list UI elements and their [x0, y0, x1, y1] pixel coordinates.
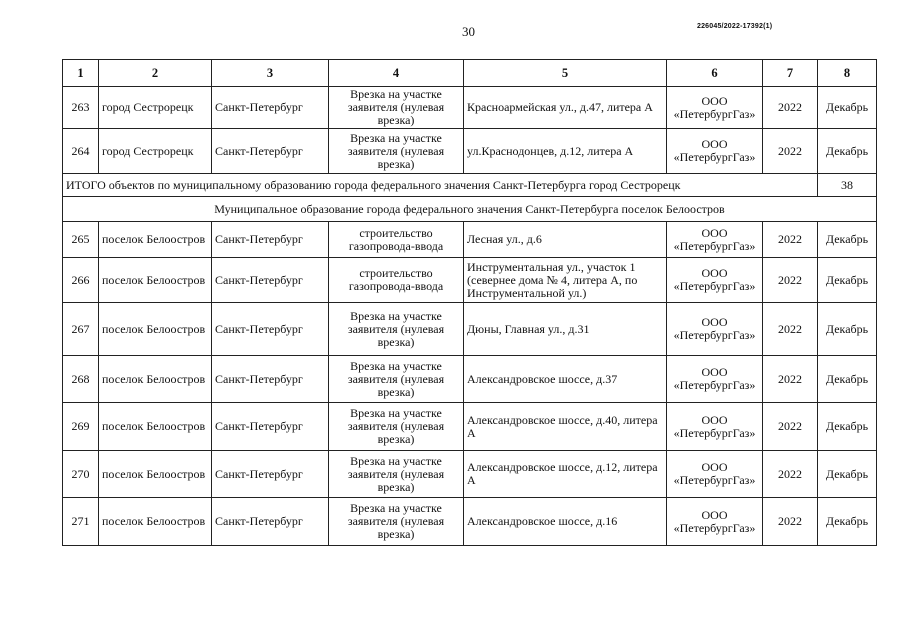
row-number: 271: [63, 498, 99, 546]
total-label: ИТОГО объектов по муниципальному образованию города федерального значения Санкт-Петербурга город Сестрорецк: [63, 174, 818, 197]
header-cell: 3: [212, 60, 329, 87]
month-cell: Декабрь: [818, 403, 877, 451]
year-cell: 2022: [763, 303, 818, 356]
address-cell: Дюны, Главная ул., д.31: [464, 303, 667, 356]
year-cell: 2022: [763, 451, 818, 498]
work-type-cell: Врезка на участке заявителя (нулевая врезка): [329, 303, 464, 356]
row-number: 267: [63, 303, 99, 356]
header-cell: 4: [329, 60, 464, 87]
table-row: [63, 403, 877, 451]
row-number: 270: [63, 451, 99, 498]
month-cell: Декабрь: [818, 303, 877, 356]
organization-cell: ООО «ПетербургГаз»: [667, 451, 763, 498]
address-cell: Инструментальная ул., участок 1 (севернее дома № 4, литера А, по Инструментальной ул.): [464, 258, 667, 303]
header-cell: 2: [99, 60, 212, 87]
city-cell: Санкт-Петербург: [212, 356, 329, 403]
organization-cell: ООО «ПетербургГаз»: [667, 356, 763, 403]
month-cell: Декабрь: [818, 222, 877, 258]
year-cell: 2022: [763, 356, 818, 403]
address-cell: Александровское шоссе, д.40, литера А: [464, 403, 667, 451]
locality-cell: поселок Белоостров: [99, 258, 212, 303]
document-code: 226045/2022-17392(1): [697, 23, 773, 30]
address-cell: Александровское шоссе, д.12, литера А: [464, 451, 667, 498]
year-cell: 2022: [763, 87, 818, 129]
organization-cell: ООО «ПетербургГаз»: [667, 222, 763, 258]
header-cell: 6: [667, 60, 763, 87]
address-cell: ул.Краснодонцев, д.12, литера А: [464, 129, 667, 174]
locality-cell: поселок Белоостров: [99, 222, 212, 258]
address-cell: Александровское шоссе, д.37: [464, 356, 667, 403]
section-title: Муниципальное образование города федерального значения Санкт-Петербурга поселок Белоостров: [63, 197, 877, 222]
organization-cell: ООО «ПетербургГаз»: [667, 258, 763, 303]
locality-cell: поселок Белоостров: [99, 356, 212, 403]
page-number: 30: [462, 24, 475, 39]
month-cell: Декабрь: [818, 498, 877, 546]
header-cell: 8: [818, 60, 877, 87]
table-row: [63, 87, 877, 129]
organization-cell: ООО «ПетербургГаз»: [667, 129, 763, 174]
locality-cell: город Сестрорецк: [99, 129, 212, 174]
address-cell: Красноармейская ул., д.47, литера А: [464, 87, 667, 129]
work-type-cell: Врезка на участке заявителя (нулевая врезка): [329, 87, 464, 129]
city-cell: Санкт-Петербург: [212, 222, 329, 258]
organization-cell: ООО «ПетербургГаз»: [667, 87, 763, 129]
header-row: [63, 60, 877, 87]
city-cell: Санкт-Петербург: [212, 451, 329, 498]
header-cell: 1: [63, 60, 99, 87]
total-row: [63, 174, 877, 197]
header-cell: 5: [464, 60, 667, 87]
city-cell: Санкт-Петербург: [212, 403, 329, 451]
city-cell: Санкт-Петербург: [212, 498, 329, 546]
row-number: 268: [63, 356, 99, 403]
work-type-cell: строительство газопровода-ввода: [329, 258, 464, 303]
table-row: [63, 498, 877, 546]
work-type-cell: Врезка на участке заявителя (нулевая врезка): [329, 129, 464, 174]
work-type-cell: Врезка на участке заявителя (нулевая врезка): [329, 498, 464, 546]
row-number: 263: [63, 87, 99, 129]
header-cell: 7: [763, 60, 818, 87]
year-cell: 2022: [763, 403, 818, 451]
work-type-cell: строительство газопровода-ввода: [329, 222, 464, 258]
organization-cell: ООО «ПетербургГаз»: [667, 403, 763, 451]
year-cell: 2022: [763, 258, 818, 303]
objects-table: [62, 59, 877, 546]
work-type-cell: Врезка на участке заявителя (нулевая врезка): [329, 356, 464, 403]
table-row: [63, 129, 877, 174]
city-cell: Санкт-Петербург: [212, 303, 329, 356]
city-cell: Санкт-Петербург: [212, 129, 329, 174]
row-number: 266: [63, 258, 99, 303]
year-cell: 2022: [763, 498, 818, 546]
row-number: 269: [63, 403, 99, 451]
work-type-cell: Врезка на участке заявителя (нулевая врезка): [329, 451, 464, 498]
table-row: [63, 258, 877, 303]
year-cell: 2022: [763, 222, 818, 258]
year-cell: 2022: [763, 129, 818, 174]
locality-cell: поселок Белоостров: [99, 303, 212, 356]
month-cell: Декабрь: [818, 451, 877, 498]
locality-cell: поселок Белоостров: [99, 403, 212, 451]
locality-cell: поселок Белоостров: [99, 451, 212, 498]
row-number: 264: [63, 129, 99, 174]
organization-cell: ООО «ПетербургГаз»: [667, 303, 763, 356]
locality-cell: поселок Белоостров: [99, 498, 212, 546]
address-cell: Александровское шоссе, д.16: [464, 498, 667, 546]
total-value: 38: [818, 174, 877, 197]
table-row: [63, 451, 877, 498]
organization-cell: ООО «ПетербургГаз»: [667, 498, 763, 546]
row-number: 265: [63, 222, 99, 258]
city-cell: Санкт-Петербург: [212, 87, 329, 129]
month-cell: Декабрь: [818, 356, 877, 403]
work-type-cell: Врезка на участке заявителя (нулевая врезка): [329, 403, 464, 451]
month-cell: Декабрь: [818, 258, 877, 303]
table-row: [63, 222, 877, 258]
locality-cell: город Сестрорецк: [99, 87, 212, 129]
table-row: [63, 356, 877, 403]
month-cell: Декабрь: [818, 87, 877, 129]
section-row: [63, 197, 877, 222]
address-cell: Лесная ул., д.6: [464, 222, 667, 258]
table-row: [63, 303, 877, 356]
city-cell: Санкт-Петербург: [212, 258, 329, 303]
month-cell: Декабрь: [818, 129, 877, 174]
